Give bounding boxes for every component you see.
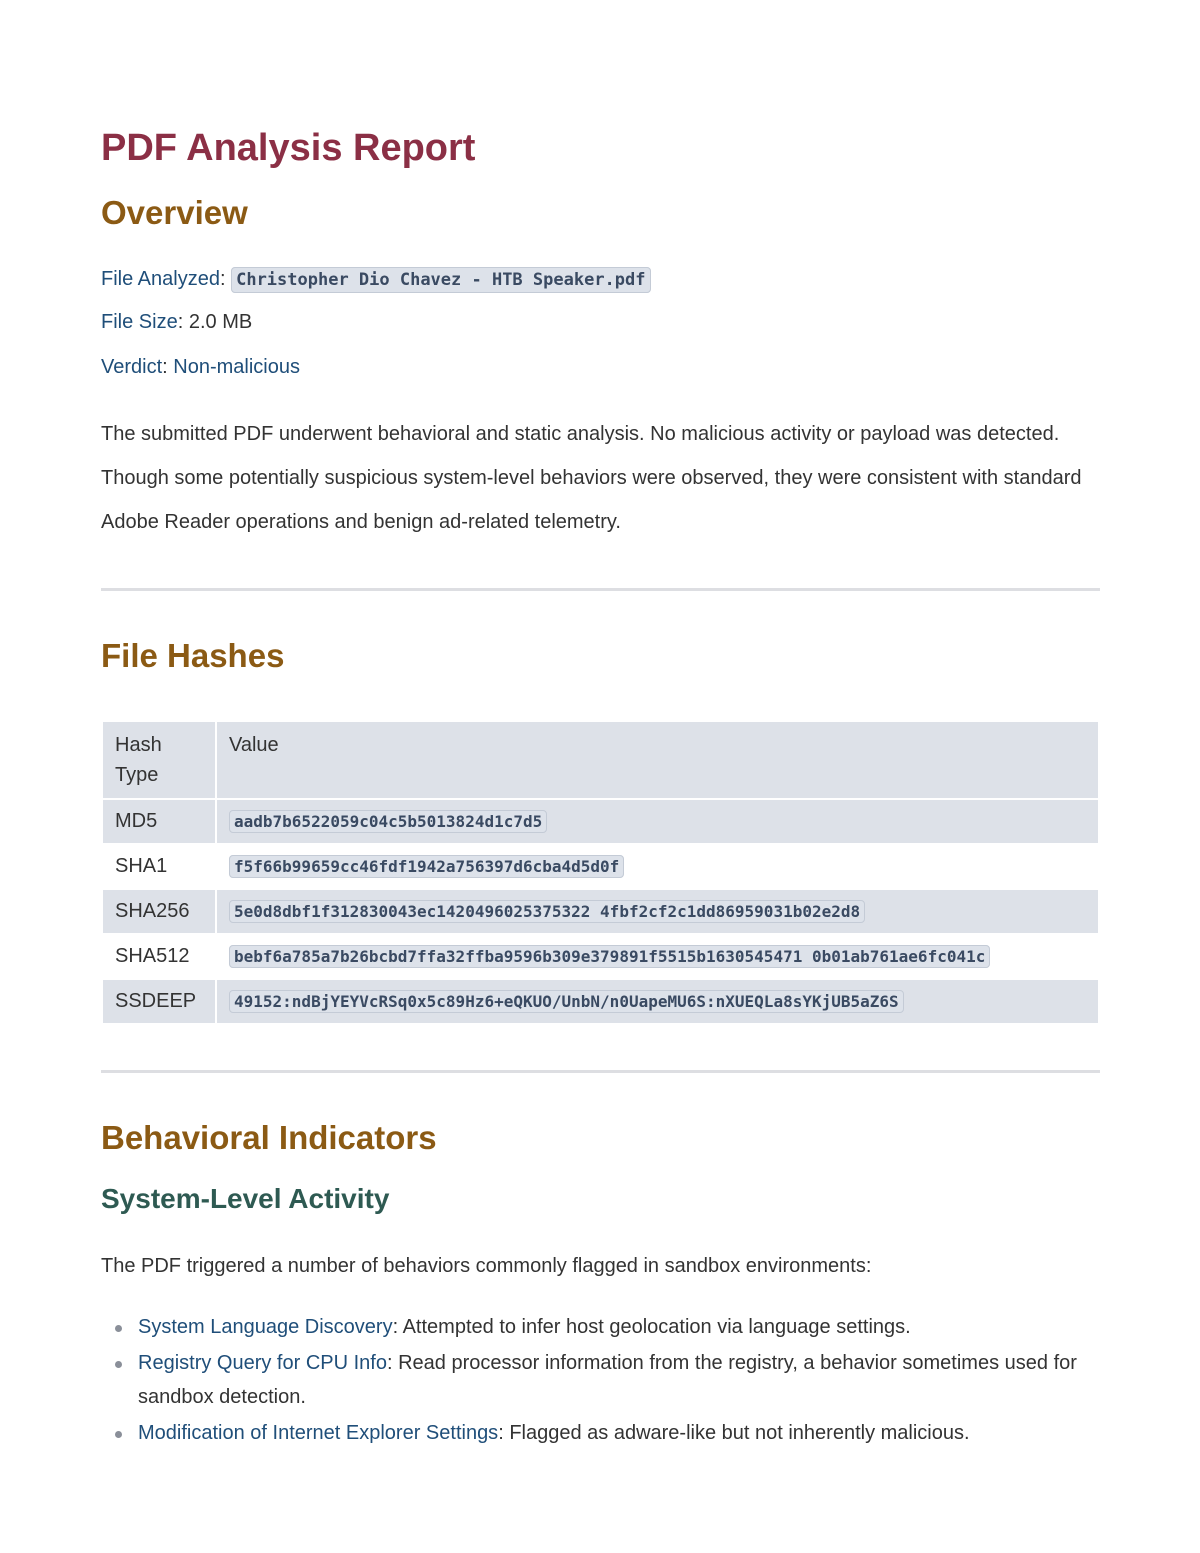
hash-value-cell: [216, 979, 1099, 1024]
colon: :: [392, 1316, 399, 1338]
colon: :: [386, 1352, 393, 1374]
hash-type-cell: MD5: [102, 799, 216, 844]
page-title: PDF Analysis Report: [101, 127, 476, 169]
hash-table: [101, 720, 1100, 1025]
file-size-value: 2.0 MB: [188, 311, 253, 333]
indicator-desc: Flagged as adware-like but not inherently malicious.: [509, 1422, 970, 1444]
hash-value-code: 5e0d8dbf1f312830043ec1420496025375322 4fbf2cf2c1dd86959031b02e2d8: [229, 900, 865, 923]
bullet-icon: [115, 1431, 122, 1438]
table-row: [102, 799, 1099, 844]
hash-type-cell: SSDEEP: [102, 979, 216, 1024]
file-analyzed-label: File Analyzed: [101, 268, 220, 290]
colon: :: [498, 1422, 504, 1444]
verdict-value: Non-malicious: [173, 356, 300, 378]
indicator-desc: Attempted to infer host geolocation via language settings.: [402, 1316, 911, 1338]
table-row: [102, 889, 1099, 934]
verdict-label: Verdict: [101, 356, 163, 378]
hash-value-code: 49152:ndBjYEYVcRSq0x5c89Hz6+eQKUO/UnbN/n0UapeMU6S:nXUEQLa8sYKjUB5aZ6S: [229, 990, 904, 1013]
indicator-list: [101, 1310, 1100, 1452]
bullet-icon: [115, 1361, 122, 1368]
overview-heading: Overview: [101, 194, 248, 231]
list-item: [101, 1416, 1100, 1450]
hash-value-cell: [216, 844, 1099, 889]
file-size-line: [101, 307, 252, 337]
file-name-code: Christopher Dio Chavez - HTB Speaker.pdf: [231, 267, 650, 293]
hash-value-code: aadb7b6522059c04c5b5013824d1c7d5: [229, 810, 547, 833]
verdict-line: [101, 352, 300, 382]
hash-value-cell: [216, 889, 1099, 934]
table-row: [102, 934, 1099, 979]
table-header-row: [102, 721, 1099, 799]
table-row: [102, 979, 1099, 1024]
indicator-term: Registry Query for CPU Info: [138, 1352, 387, 1374]
hash-value-cell: [216, 799, 1099, 844]
behavioral-indicators-heading: Behavioral Indicators: [101, 1119, 437, 1156]
indicator-term: System Language Discovery: [138, 1316, 393, 1338]
file-hashes-heading: File Hashes: [101, 637, 285, 674]
bullet-icon: [115, 1325, 122, 1332]
hash-value-cell: [216, 934, 1099, 979]
list-item: [101, 1310, 1100, 1344]
column-header-value: Value: [216, 721, 1099, 799]
indicator-term: Modification of Internet Explorer Settings: [138, 1422, 499, 1444]
hash-type-cell: SHA1: [102, 844, 216, 889]
hash-value-code: bebf6a785a7b26bcbd7ffa32ffba9596b309e379891f5515b1630545471 0b01ab761ae6fc041c: [229, 945, 990, 968]
file-analyzed-line: [101, 264, 651, 295]
colon: :: [162, 356, 168, 378]
hash-type-cell: SHA512: [102, 934, 216, 979]
colon: :: [177, 311, 184, 333]
divider: [101, 1070, 1100, 1073]
hash-type-cell: SHA256: [102, 889, 216, 934]
file-size-label: File Size: [101, 311, 178, 333]
hash-value-code: f5f66b99659cc46fdf1942a756397d6cba4d5d0f: [229, 855, 624, 878]
system-level-activity-heading: System-Level Activity: [101, 1183, 390, 1214]
indicator-desc: Read processor information from the registry, a behavior sometimes used for sandbox detection.: [138, 1352, 1077, 1408]
column-header-hash-type: Hash Type: [102, 721, 216, 799]
list-item: [101, 1346, 1100, 1414]
colon: :: [219, 268, 226, 290]
divider: [101, 588, 1100, 591]
overview-paragraph: The submitted PDF underwent behavioral and static analysis. No malicious activity or payload was detected. Though some potentially suspicious system-level behaviors were observed, they were consistent with standard Adobe Reader operations and benign ad-related telemetry.: [101, 423, 1082, 533]
table-row: [102, 844, 1099, 889]
behavior-intro: The PDF triggered a number of behaviors commonly flagged in sandbox environments:: [101, 1255, 872, 1277]
